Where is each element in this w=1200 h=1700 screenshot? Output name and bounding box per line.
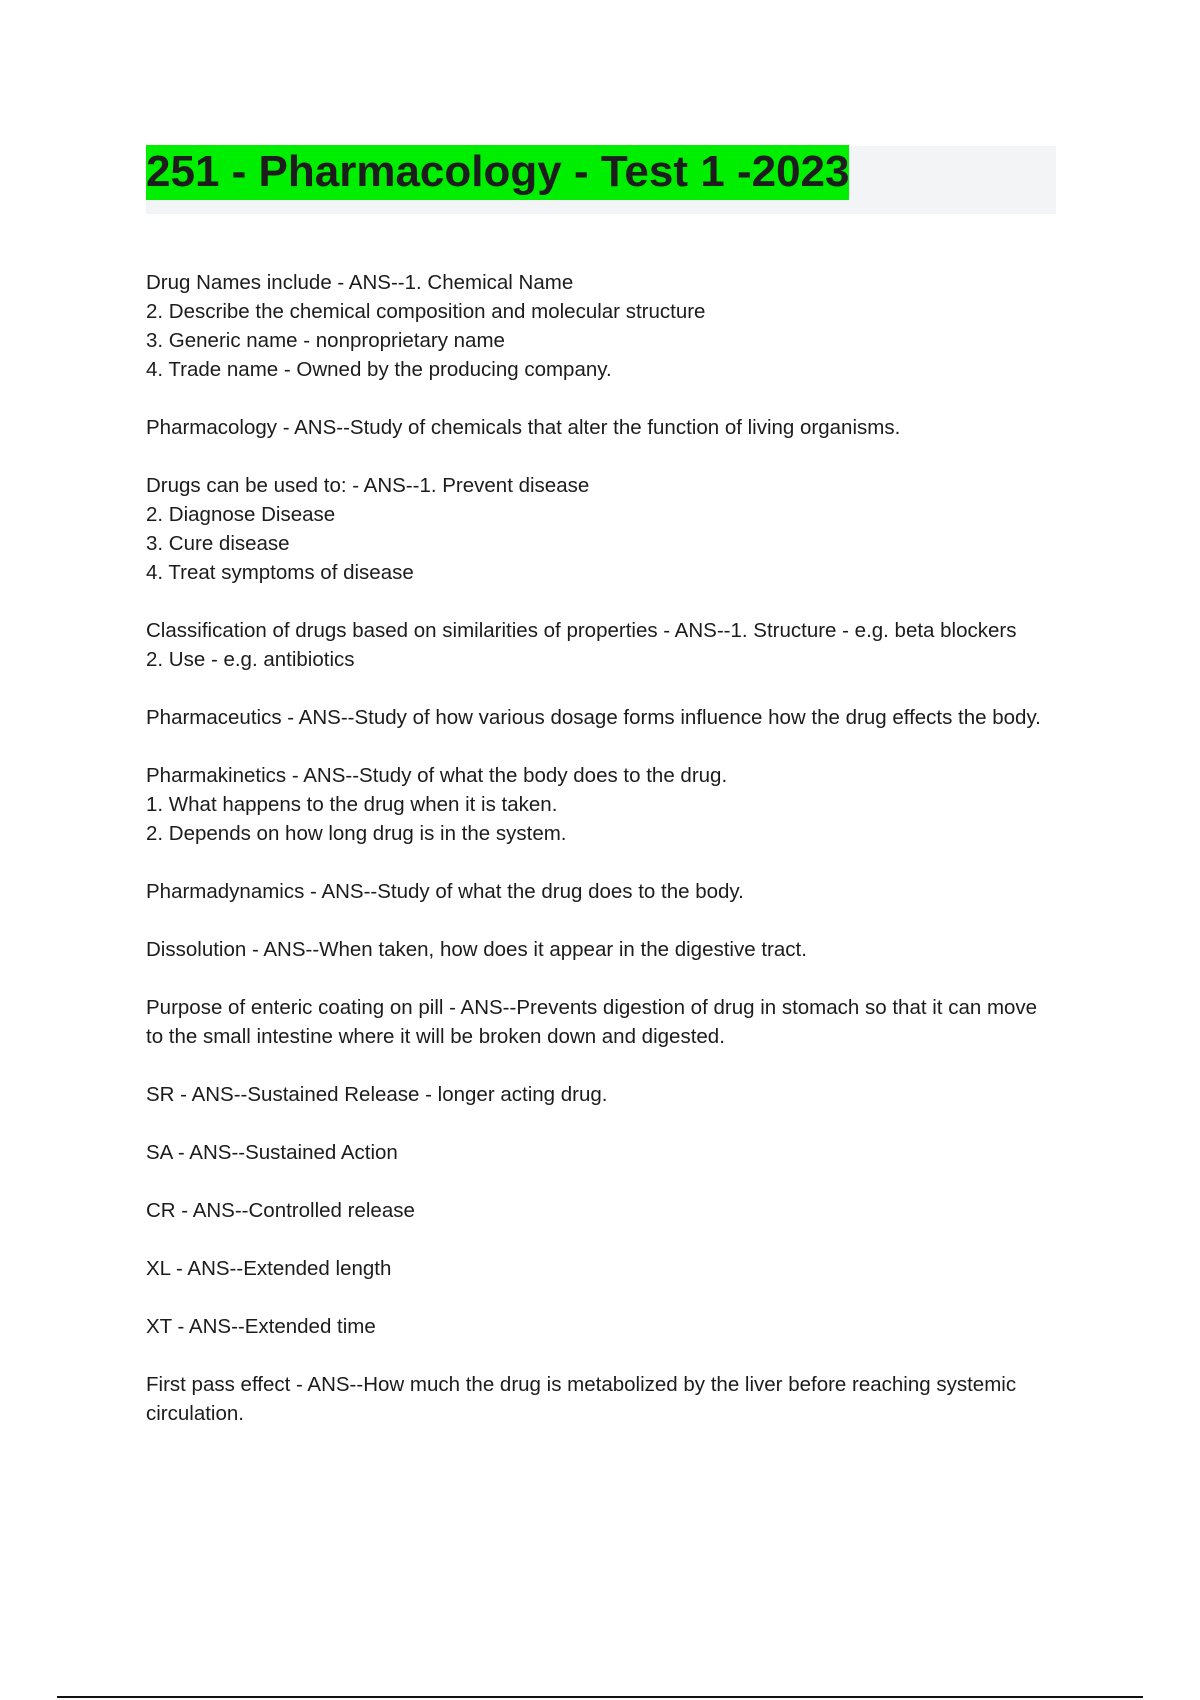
qa-entry	[146, 935, 1056, 964]
qa-entry-line: Dissolution - ANS--When taken, how does it appear in the digestive tract.	[146, 938, 807, 961]
qa-entry-line: 2. Use - e.g. antibiotics	[146, 648, 355, 671]
footer-rule	[57, 1696, 1143, 1698]
qa-entry-line: SA - ANS--Sustained Action	[146, 1141, 398, 1164]
qa-entry-line: 4. Trade name - Owned by the producing company.	[146, 358, 612, 381]
title-highlight: 251 - Pharmacology - Test 1 -2023	[146, 145, 849, 200]
qa-entry-line: 1. What happens to the drug when it is taken.	[146, 793, 558, 816]
qa-entry-line: SR - ANS--Sustained Release - longer acting drug.	[146, 1083, 608, 1106]
qa-entry	[146, 1138, 1056, 1167]
qa-entry	[146, 1196, 1056, 1225]
qa-entry-line: 2. Describe the chemical composition and molecular structure	[146, 300, 706, 323]
qa-entry-line: First pass effect - ANS--How much the drug is metabolized by the liver before reaching systemic circulation.	[146, 1373, 1017, 1425]
qa-entry	[146, 1370, 1056, 1428]
qa-entry	[146, 471, 1056, 587]
qa-entry-line: 3. Cure disease	[146, 532, 290, 555]
qa-entry-line: 3. Generic name - nonproprietary name	[146, 329, 505, 352]
qa-entry	[146, 877, 1056, 906]
qa-entry-line: Purpose of enteric coating on pill - ANS--Prevents digestion of drug in stomach so that it can move to the small intestine where it will be broken down and digested.	[146, 996, 1038, 1048]
document-body	[146, 268, 1056, 1457]
qa-entry-line: XT - ANS--Extended time	[146, 1315, 376, 1338]
qa-entry-line: Pharmadynamics - ANS--Study of what the drug does to the body.	[146, 880, 744, 903]
qa-entry-line: 4. Treat symptoms of disease	[146, 561, 414, 584]
qa-entry	[146, 268, 1056, 384]
qa-entry-line: Drug Names include - ANS--1. Chemical Name	[146, 271, 574, 294]
qa-entry	[146, 993, 1056, 1051]
qa-entry	[146, 1254, 1056, 1283]
qa-entry-line: 2. Depends on how long drug is in the system.	[146, 822, 567, 845]
page-title	[146, 146, 849, 198]
qa-entry-line: Pharmaceutics - ANS--Study of how various dosage forms influence how the drug effects the body.	[146, 706, 1041, 729]
qa-entry-line: Pharmacology - ANS--Study of chemicals that alter the function of living organisms.	[146, 416, 901, 439]
qa-entry-line: Pharmakinetics - ANS--Study of what the body does to the drug.	[146, 764, 728, 787]
qa-entry	[146, 703, 1056, 732]
qa-entry	[146, 1080, 1056, 1109]
qa-entry-line: Drugs can be used to: - ANS--1. Prevent disease	[146, 474, 590, 497]
qa-entry-line: CR - ANS--Controlled release	[146, 1199, 415, 1222]
qa-entry	[146, 761, 1056, 848]
qa-entry-line: XL - ANS--Extended length	[146, 1257, 392, 1280]
title-band	[146, 146, 1056, 214]
qa-entry-line: 2. Diagnose Disease	[146, 503, 336, 526]
qa-entry	[146, 1312, 1056, 1341]
qa-entry-line: Classification of drugs based on similarities of properties - ANS--1. Structure - e.g. beta blockers	[146, 619, 1017, 642]
qa-entry	[146, 413, 1056, 442]
qa-entry	[146, 616, 1056, 674]
